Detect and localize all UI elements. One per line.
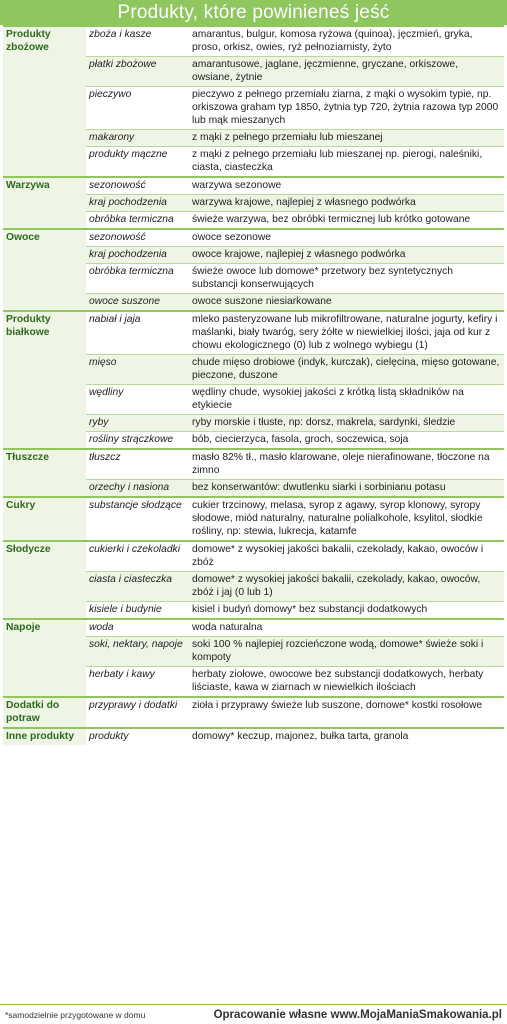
subcategory-cell: pieczywo <box>86 87 189 130</box>
subcategory-cell: orzechy i nasiona <box>86 480 189 498</box>
subcategory-cell: herbaty i kawy <box>86 667 189 698</box>
description-cell: soki 100 % najlepiej rozcieńczone wodą, domowe* świeże soki i kompoty <box>189 637 504 667</box>
subcategory-cell: tłuszcz <box>86 449 189 480</box>
description-cell: warzywa sezonowe <box>189 177 504 195</box>
table-row <box>3 619 504 637</box>
table-row <box>3 449 504 480</box>
description-cell: bób, ciecierzyca, fasola, groch, soczewica, soja <box>189 432 504 450</box>
description-cell: cukier trzcinowy, melasa, syrop z agawy, syrop klonowy, syropy słodowe, miód naturalny, naturalne polialkohole, ksylitol, słodkie rośliny, np: stewia, lukrecja, katamfe <box>189 497 504 541</box>
description-cell: owoce krajowe, najlepiej z własnego podwórka <box>189 247 504 264</box>
subcategory-cell: woda <box>86 619 189 637</box>
description-cell: świeże warzywa, bez obróbki termicznej lub krótko gotowane <box>189 212 504 230</box>
description-cell: świeże owoce lub domowe* przetwory bez syntetycznych substancji konserwujących <box>189 264 504 294</box>
subcategory-cell: mięso <box>86 355 189 385</box>
description-cell: zioła i przyprawy świeże lub suszone, domowe* kostki rosołowe <box>189 697 504 728</box>
subcategory-cell: soki, nektary, napoje <box>86 637 189 667</box>
subcategory-cell: cukierki i czekoladki <box>86 541 189 572</box>
category-cell: Tłuszcze <box>3 449 86 497</box>
description-cell: amarantus, bulgur, komosa ryżowa (quinoa), jęczmień, gryka, proso, orkisz, owies, ryż pełnoziarnisty, żyto <box>189 26 504 57</box>
subcategory-cell: ryby <box>86 415 189 432</box>
description-cell: wędliny chude, wysokiej jakości z krótką listą składników na etykiecie <box>189 385 504 415</box>
description-cell: masło 82% tł., masło klarowane, oleje nierafinowane, tłoczone na zimno <box>189 449 504 480</box>
food-table <box>3 25 504 745</box>
subcategory-cell: owoce suszone <box>86 294 189 312</box>
category-cell: Napoje <box>3 619 86 697</box>
description-cell: domowe* z wysokiej jakości bakalii, czekolady, kakao, owoców, zbóż i jaj (0 lub 1) <box>189 572 504 602</box>
table-row <box>3 229 504 247</box>
food-table-body <box>3 26 504 745</box>
description-cell: chude mięso drobiowe (indyk, kurczak), cielęcina, mięso gotowane, pieczone, duszone <box>189 355 504 385</box>
subcategory-cell: substancje słodzące <box>86 497 189 541</box>
subcategory-cell: kisiele i budynie <box>86 602 189 620</box>
subcategory-cell: produkty <box>86 728 189 745</box>
subcategory-cell: obróbka termiczna <box>86 264 189 294</box>
table-row <box>3 26 504 57</box>
table-row <box>3 497 504 541</box>
footnote: *samodzielnie przygotowane w domu <box>5 1009 146 1020</box>
description-cell: domowy* keczup, majonez, bułka tarta, granola <box>189 728 504 745</box>
category-cell: Słodycze <box>3 541 86 619</box>
subcategory-cell: sezonowość <box>86 229 189 247</box>
table-row <box>3 697 504 728</box>
description-cell: warzywa krajowe, najlepiej z własnego podwórka <box>189 195 504 212</box>
subcategory-cell: ciasta i ciasteczka <box>86 572 189 602</box>
category-cell: Owoce <box>3 229 86 311</box>
table-row <box>3 728 504 745</box>
description-cell: domowe* z wysokiej jakości bakalii, czekolady, kakao, owoców i zbóż <box>189 541 504 572</box>
description-cell: owoce suszone niesiarkowane <box>189 294 504 312</box>
subcategory-cell: zboża i kasze <box>86 26 189 57</box>
description-cell: kisiel i budyń domowy* bez substancji dodatkowych <box>189 602 504 620</box>
description-cell: mleko pasteryzowane lub mikrofiltrowane, naturalne jogurty, kefiry i maślanki, biały twaróg, sery żółte w niewielkiej ilości, jaja od kur z chowu ekologicznego (0) lub z wolnego wybiegu (1) <box>189 311 504 355</box>
description-cell: amarantusowe, jaglane, jęczmienne, gryczane, orkiszowe, owsiane, żytnie <box>189 57 504 87</box>
category-cell: Warzywa <box>3 177 86 229</box>
description-cell: z mąki z pełnego przemiału lub mieszanej np. pierogi, naleśniki, ciasta, ciasteczka <box>189 147 504 178</box>
category-cell: Cukry <box>3 497 86 541</box>
footer <box>0 1004 507 1024</box>
subcategory-cell: makarony <box>86 130 189 147</box>
subcategory-cell: kraj pochodzenia <box>86 247 189 264</box>
subcategory-cell: kraj pochodzenia <box>86 195 189 212</box>
category-cell: Produkty białkowe <box>3 311 86 449</box>
table-row <box>3 311 504 355</box>
description-cell: bez konserwantów: dwutlenku siarki i sorbinianu potasu <box>189 480 504 498</box>
table-row <box>3 541 504 572</box>
category-cell: Produkty zbożowe <box>3 26 86 177</box>
description-cell: pieczywo z pełnego przemiału ziarna, z mąki o wysokim typie, np. orkiszowa graham typ 1850, żytnia typ 720, żytnia razowa typ 2000 lub mąk mieszanych <box>189 87 504 130</box>
subcategory-cell: przyprawy i dodatki <box>86 697 189 728</box>
category-cell: Dodatki do potraw <box>3 697 86 728</box>
description-cell: woda naturalna <box>189 619 504 637</box>
description-cell: z mąki z pełnego przemiału lub mieszanej <box>189 130 504 147</box>
category-cell: Inne produkty <box>3 728 86 745</box>
subcategory-cell: wędliny <box>86 385 189 415</box>
subcategory-cell: nabiał i jaja <box>86 311 189 355</box>
subcategory-cell: płatki zbożowe <box>86 57 189 87</box>
subcategory-cell: produkty mączne <box>86 147 189 178</box>
table-row <box>3 177 504 195</box>
subcategory-cell: rośliny strączkowe <box>86 432 189 450</box>
subcategory-cell: obróbka termiczna <box>86 212 189 230</box>
page-title: Produkty, które powinieneś jeść <box>0 0 507 25</box>
subcategory-cell: sezonowość <box>86 177 189 195</box>
description-cell: owoce sezonowe <box>189 229 504 247</box>
description-cell: ryby morskie i tłuste, np: dorsz, makrela, sardynki, śledzie <box>189 415 504 432</box>
credit-text: Opracowanie własne www.MojaManiaSmakowania.pl <box>213 1008 502 1021</box>
description-cell: herbaty ziołowe, owocowe bez substancji dodatkowych, herbaty liściaste, kawa w ziarnach w niewielkich ilościach <box>189 667 504 698</box>
